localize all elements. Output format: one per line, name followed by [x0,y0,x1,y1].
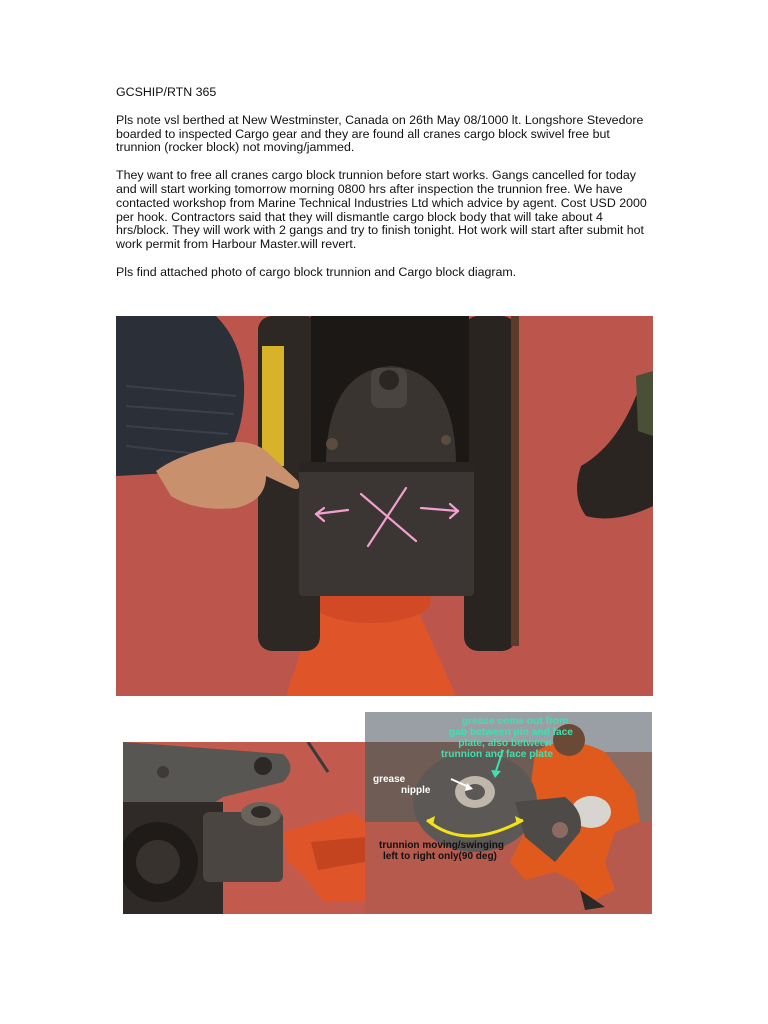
paragraph-2: They want to free all cranes cargo block trunnion before start works. Gangs cancelled for today and will start working tomorrow morning 0800 hrs after inspection the trunnion free. We have contacted workshop from Marine Technical Industries Ltd which advice by agent. Cost USD 2000 per hook. Contractors said that they will dismantle cargo block body that will take about 4 hrs/block. They will work with 2 gangs and try to finish tonight. Hot work will start after submit hot work permit from Harbour Master.will revert. [116,168,647,252]
annotation-top-line4: trunnion and face plate [440,749,554,760]
paragraph-1: Pls note vsl berthed at New Westminster, Canada on 26th May 08/1000 lt. Longshore Stevedore boarded to inspected Cargo gear and they are found all cranes cargo block swivel free but trunnion (rocker block) not moving/jammed. [116,112,644,155]
photo-trunnion-closeup [116,316,653,696]
annotation-top-line3: plate, also between [458,738,552,749]
annotation-top-line2: gab between pin and face [449,727,573,738]
annotation-bottom-line2: left to right only(90 deg) [383,851,497,862]
label-grease: grease [373,774,406,785]
photo-dismantled-block [123,742,365,914]
photo-annotated-trunnion [365,712,652,914]
paragraph-3: Pls find attached photo of cargo block trunnion and Cargo block diagram. [116,264,517,279]
annotation-bottom-line1: trunnion moving/swinging [379,840,504,851]
report-text [116,86,656,294]
label-nipple: nipple [401,785,431,796]
reference-number: GCSHIP/RTN 365 [116,85,217,99]
annotation-top-line1: grease come out from [461,716,569,727]
